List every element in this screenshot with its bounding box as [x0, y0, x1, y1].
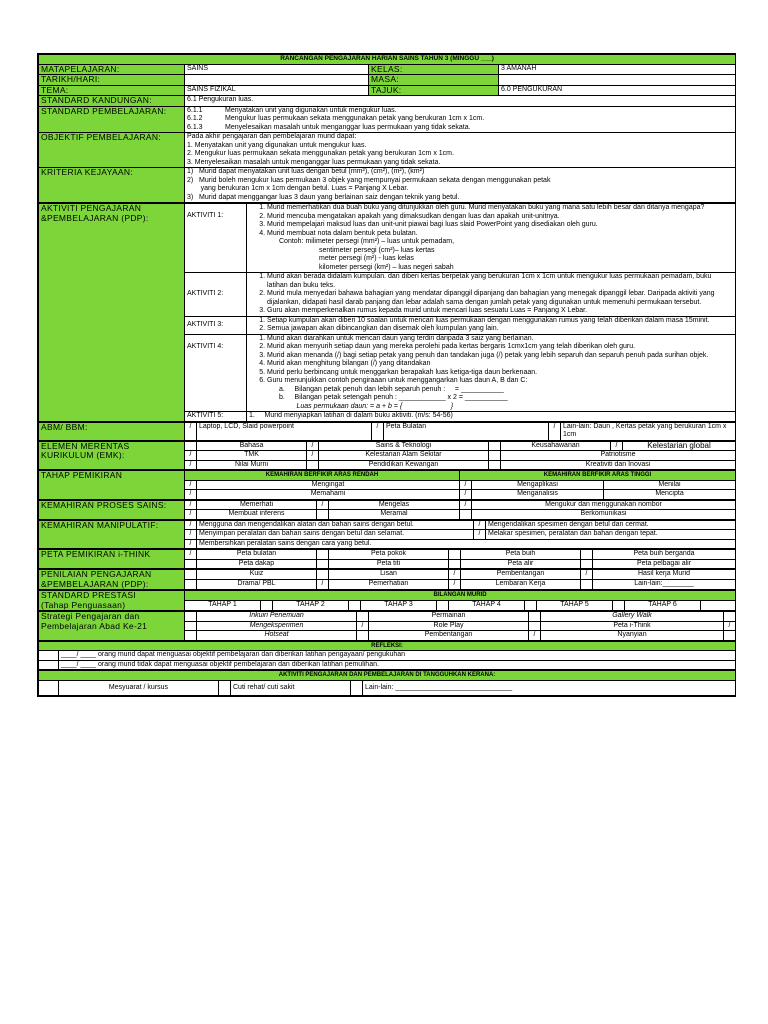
abm-item: Laptop, LCD, Slaid powerpoint: [197, 422, 372, 440]
tarikh-label: TARIKH/HARI:: [39, 75, 185, 86]
emk-item: Sains & Teknologi: [319, 441, 489, 451]
aktiviti-1-label: AKTIVITI 1:: [185, 204, 247, 273]
pemikiran-label: TAHAP PEMIKIRAN: [39, 471, 185, 500]
prestasi-label: STANDARD PRESTASI (Tahap Penguasaan): [39, 591, 185, 611]
kelas-value: 3 AMANAH: [499, 64, 736, 75]
aktiviti-5-label: AKTIVITI 5:: [185, 412, 247, 422]
aktiviti-1: 1. Murid memerhatikan dua buah buku yang ditunjukkan oleh guru. Murid menyatakan buku yang mana satu lebih besar dan ditanya mengapa? 2. Murid mencuba mengatakan apakah yang dimaksudkan dengan luas dan apakah unit-unitnya. 3. Murid mempelajari maksud luas dan unit-unit piawai bagi luas slaid PowerPoint yang disediakan oleh guru. 4. Murid membuat nota dalam bentuk peta bulatan. Contoh: milimeter persegi (mm²) – luas untuk pemadam, sentimeter persegi (cm²)– luas kertas meter persegi (m²) - luas kelas kilometer persegi (km²) – luas negeri sabah: [247, 204, 736, 273]
aktiviti-table: [38, 203, 736, 422]
emk-table: ELEMEN MERENTAS KURIKULUM (EMK): Bahasa / Sains & Teknologi Keusahawanan / Kelestarian global / TMK / Kelestarian Alam Sekitar Patriotisme / Nilai Murni Pendidikan Kewangan Kreativiti dan Inovasi: [38, 441, 736, 471]
objektif-label: OBJEKTIF PEMBELAJARAN:: [39, 133, 185, 168]
refleksi-line: ____/ ____ orang murid tidak dapat menguasai objektif pembelajaran dan diberikan latihan pemulihan.: [59, 660, 736, 670]
tema-value: SAINS FIZIKAL: [185, 85, 369, 96]
aktiviti-label: AKTIVITI PENGAJARAN &PEMBELAJARAN (PDP):: [39, 204, 185, 422]
tangguh-header: AKTIVITI PENGAJARAN DAN PEMBELAJARAN DI TANGGUHKAN KERANA:: [39, 671, 736, 681]
list-item: 3. Murid mempelajari maksud luas dan unit-unit piawai bagi luas slaid PowerPoint yang disediakan oleh guru.: [267, 221, 733, 230]
list-item: 2. Murid akan menyurih setiap daun yang mereka perolehi pada kertas bergaris 1cmx1cm yang telah diberikan oleh guru.: [267, 343, 733, 352]
proses-label: KEMAHIRAN PROSES SAINS:: [39, 500, 185, 519]
lesson-plan: [37, 53, 736, 697]
emk-item: Patriotisme: [501, 451, 736, 461]
aktiviti-3-label: AKTIVITI 3:: [185, 316, 247, 334]
abm-check: /: [185, 422, 197, 440]
emk-item: Kelestarian global: [623, 441, 736, 451]
objektif-list: Pada akhir pengajaran dan pembelajaran murid dapat: 1. Menyatakan unit yang digunakan untuk mengukur luas. 2. Mengukur luas permukaan sekata menggunakan petak yang berukuran 1cm x 1cm. 3. Menyelesaikan masalah untuk menganggar luas permukaan yang tidak sekata.: [185, 133, 736, 168]
mata-label: MATAPELAJARAN:: [39, 64, 185, 75]
aktiviti-3: [247, 316, 736, 334]
abm-check: /: [549, 422, 561, 440]
aktiviti-4: 1. Murid akan diarahkan untuk mencari daun yang terdiri daripada 3 saiz yang berlainan. 2. Murid akan menyurih setiap daun yang mereka perolehi pada kertas bergaris 1cmx1cm yang telah diberikan oleh guru. 3. Murid akan menanda (/) bagi setiap petak yang penuh dan tandakan juga (/) petak yang lebih separuh dan separuh penuh pada surihan objek. 4. Murid akan menghitung bilangan (/) yang ditandakan 5. Murid perlu berbincang untuk menggarkan berapakah luas ketiga-tiga daun berkenaan. 6. Guru menunjukkan contoh pengiraaan untuk menggangarkan luas daun A, B dan C: a. Bilangan petak penuh dan lebih separuh penuh : = ___________ b. Bilangan petak setengah penuh : ____________ x 2 = ___________ Luas permukaan daun: = a + b = { }: [247, 334, 736, 412]
penilaian-table: PENILAIAN PENGAJARAN &PEMBELAJARAN (PDP): Kuiz Lisan / Pembentangan / Hasil kerja Murid Drama/ PBL / Pemerhatian / Lembaran Kerja Lain-lain:________: [38, 569, 736, 590]
sk-label: STANDARD KANDUNGAN:: [39, 96, 185, 107]
list-item: 2. Murid mula menyedari bahawa bahagian yang mendatar dipanggil dipanjang dan bahagian yang menegak dipanggil lebar. Daripada aktiviti yang dijalankan, didapati hasil darab panjang dan lebar adalah sama dengan jumlah petak yang digunakan untuk memenuhi permukaan tersebut.: [267, 290, 733, 307]
peta-label: PETA PEMIKIRAN i-THINK: [39, 550, 185, 569]
kbat-header: KEMAHIRAN BERFIKIR ARAS TINGGI: [460, 471, 736, 481]
manipulatif-table: KEMAHIRAN MANIPULATIF: / Mengguna dan mengendalikan alatan dan bahan sains dengan betul. / Mengendalikan spesimen dengan betul dan cermat. / Menyimpan peralatan dan bahan sains dengan betul dan selamat. / Melakar spesimen, peralatan dan bahan dengan tepat. / Membersihkan peralatan sains dengan cara yang betul.: [38, 520, 736, 550]
emk-item: Keusahawanan: [501, 441, 611, 451]
emk-label: ELEMEN MERENTAS KURIKULUM (EMK):: [39, 441, 185, 470]
sp-item: 6.1.3 Menyelesaikan masalah untuk menganggar luas permukaan yang tidak sekata.: [187, 123, 471, 131]
list-item: 1. Setiap kumpulan akan diberi 10 soalan untuk mencari luas permukaan dengan menggunakan rumus yang telah diberikan dalam masa 15minit.: [267, 317, 733, 326]
abm-item: Peta Bulatan: [384, 422, 549, 440]
list-item: 2. Semua jawapan akan dibincangkan dan disemak oleh kumpulan yang lain.: [267, 325, 733, 334]
abm-check: /: [372, 422, 384, 440]
refleksi-header: REFLEKSI:: [39, 641, 736, 651]
mata-value: SAINS: [185, 64, 369, 75]
penilaian-label: PENILAIAN PENGAJARAN &PEMBELAJARAN (PDP):: [39, 570, 185, 590]
sp-item: 6.1.1 Menyatakan unit yang digunakan untuk mengukur luas.: [187, 106, 397, 114]
list-item: 2. Murid mencuba mengatakan apakah yang dimaksudkan dengan luas dan apakah unit-unitnya.: [267, 213, 733, 222]
list-item: 4. Murid membuat nota dalam bentuk peta bulatan.: [267, 230, 733, 239]
tajuk-value: 6.0 PENGUKURAN: [499, 85, 736, 96]
pemikiran-table: TAHAP PEMIKIRAN KEMAHIRAN BERFIKIR ARAS RENDAH KEMAHIRAN BERFIKIR ARAS TINGGI / Mengingat / Mengaplikasi Menilai / Memahami / Menganalisis Mencipta: [38, 470, 736, 500]
emk-item: Bahasa: [197, 441, 307, 451]
proses-table: KEMAHIRAN PROSES SAINS: / Memerhati / Mengelas / Mengukur dan menggunakan nombor / Membuat inferens Meramal Berkomunikasi: [38, 500, 736, 520]
prestasi-table: STANDARD PRESTASI (Tahap Penguasaan) BILANGAN MURID TAHAP 1 TAHAP 2 TAHAP 3 TAHAP 4 TAHAP 5 TAHAP 6: [38, 590, 736, 611]
sk-value: 6.1 Pengukuran luas.: [185, 96, 736, 107]
tangguh-table: AKTIVITI PENGAJARAN DAN PEMBELAJARAN DI TANGGUHKAN KERANA: Mesyuarat / kursus Cuti rehat/ cuti sakit Lain-lain: ______________________________: [38, 670, 736, 696]
sp-item: 6.1.2 Mengukur luas permukaan sekata menggunakan petak yang berukuran 1cm x 1cm.: [187, 115, 485, 122]
bilangan-header: BILANGAN MURID: [185, 591, 736, 601]
tema-label: TEMA:: [39, 85, 185, 96]
aktiviti-4-label: AKTIVITI 4:: [185, 334, 247, 412]
peta-table: PETA PEMIKIRAN i-THINK / Peta bulatan Peta pokok Peta buih Peta buih berganda Peta dakap Peta titi Peta alir Peta pelbagai alir: [38, 549, 736, 569]
abm-label: ABM/ BBM:: [39, 422, 185, 440]
emk-item: Kreativiti dan Inovasi: [501, 460, 736, 470]
tajuk-label: TAJUK:: [369, 85, 499, 96]
aktiviti-2: [247, 273, 736, 317]
list-item: 1. Murid akan diarahkan untuk mencari daun yang terdiri daripada 3 saiz yang berlainan.: [267, 335, 733, 344]
abm-table: [38, 422, 736, 441]
refleksi-line: ____/ ____ orang murid dapat menguasai objektif pembelajaran dan diberikan latihan pengayaan/ pengukuhan: [59, 651, 736, 661]
list-item: 1. Murid akan berada didalam kumpulan. dan diberi kertas berpetak yang berukuran 1cm x 1cm untuk mengukur luas permukaan pemadam, buku latihan dan buku teks.: [267, 273, 733, 290]
kelas-label: KELAS:: [369, 64, 499, 75]
masa-value: [499, 75, 736, 86]
list-item: 4. Murid akan menghitung bilangan (/) yang ditandakan: [267, 360, 733, 369]
aktiviti-2-label: AKTIVITI 2:: [185, 273, 247, 317]
abad21-table: Strategi Pengajaran dan Pembelajaran Abad Ke-21 Inkuiri Penemuan Permainan Gallery Walk Mengeksperimen / Role Play Peta i-Think / Hotseat Pembentangan / Nyanyian: [38, 611, 736, 641]
emk-item: TMK: [197, 451, 307, 461]
kriteria-label: KRITERIA KEJAYAAN:: [39, 168, 185, 203]
tarikh-value: [185, 75, 369, 86]
kriteria-list: 1) Murid dapat menyatakan unit luas dengan betul (mm²), (cm²), (m²), (km²) 2) Murid boleh mengukur luas permukaan 3 objek yang mempunyai permukaan sekata dengan menggunakan petak yang berukuran 1cm x 1cm dengan betul. Luas = Panjang X Lebar. 3) Murid dapat menggangar luas 3 daun yang berlainan saiz dengan teknik yang betul.: [185, 168, 736, 203]
list-item: 3. Murid akan menanda (/) bagi setiap petak yang penuh dan tandakan juga (/) petak yang lebih separuh dan separuh penuh pada surihan objek.: [267, 352, 733, 361]
abad21-label: Strategi Pengajaran dan Pembelajaran Abad Ke-21: [39, 612, 185, 641]
kbar-header: KEMAHIRAN BERFIKIR ARAS RENDAH: [185, 471, 460, 481]
lesson-plan-table: [38, 54, 736, 203]
refleksi-table: [38, 641, 736, 671]
aktiviti-5: 1. Murid menyiapkan latihan di dalam buku aktiviti. (m/s: 54-56): [247, 412, 736, 422]
manipulatif-label: KEMAHIRAN MANIPULATIF:: [39, 520, 185, 549]
list-item: 3. Guru akan memperkenalkan rumus kepada murid untuk mencari luas sesuatu Luas = Panjang X Lebar.: [267, 307, 733, 316]
sp-label: STANDARD PEMBELAJARAN:: [39, 106, 185, 133]
page-title: RANCANGAN PENGAJARAN HARIAN SAINS TAHUN 3 (MINGGU ___): [39, 55, 736, 65]
emk-item: Kelestarian Alam Sekitar: [319, 451, 489, 461]
list-item: 6. Guru menunjukkan contoh pengiraaan untuk menggangarkan luas daun A, B dan C:: [267, 377, 733, 386]
list-item: 5. Murid perlu berbincang untuk menggarkan berapakah luas ketiga-tiga daun berkenaan.: [267, 369, 733, 378]
list-item: 1. Murid memerhatikan dua buah buku yang ditunjukkan oleh guru. Murid menyatakan buku yang mana satu lebih besar dan ditanya mengapa?: [267, 204, 733, 213]
emk-item: Pendidikan Kewangan: [319, 460, 489, 470]
masa-label: MASA:: [369, 75, 499, 86]
sp-list: [185, 106, 736, 133]
emk-item: Nilai Murni: [197, 460, 307, 470]
abm-item: Lain-lain: Daun , Kertas petak yang berukuran 1cm x 1cm: [561, 422, 736, 440]
